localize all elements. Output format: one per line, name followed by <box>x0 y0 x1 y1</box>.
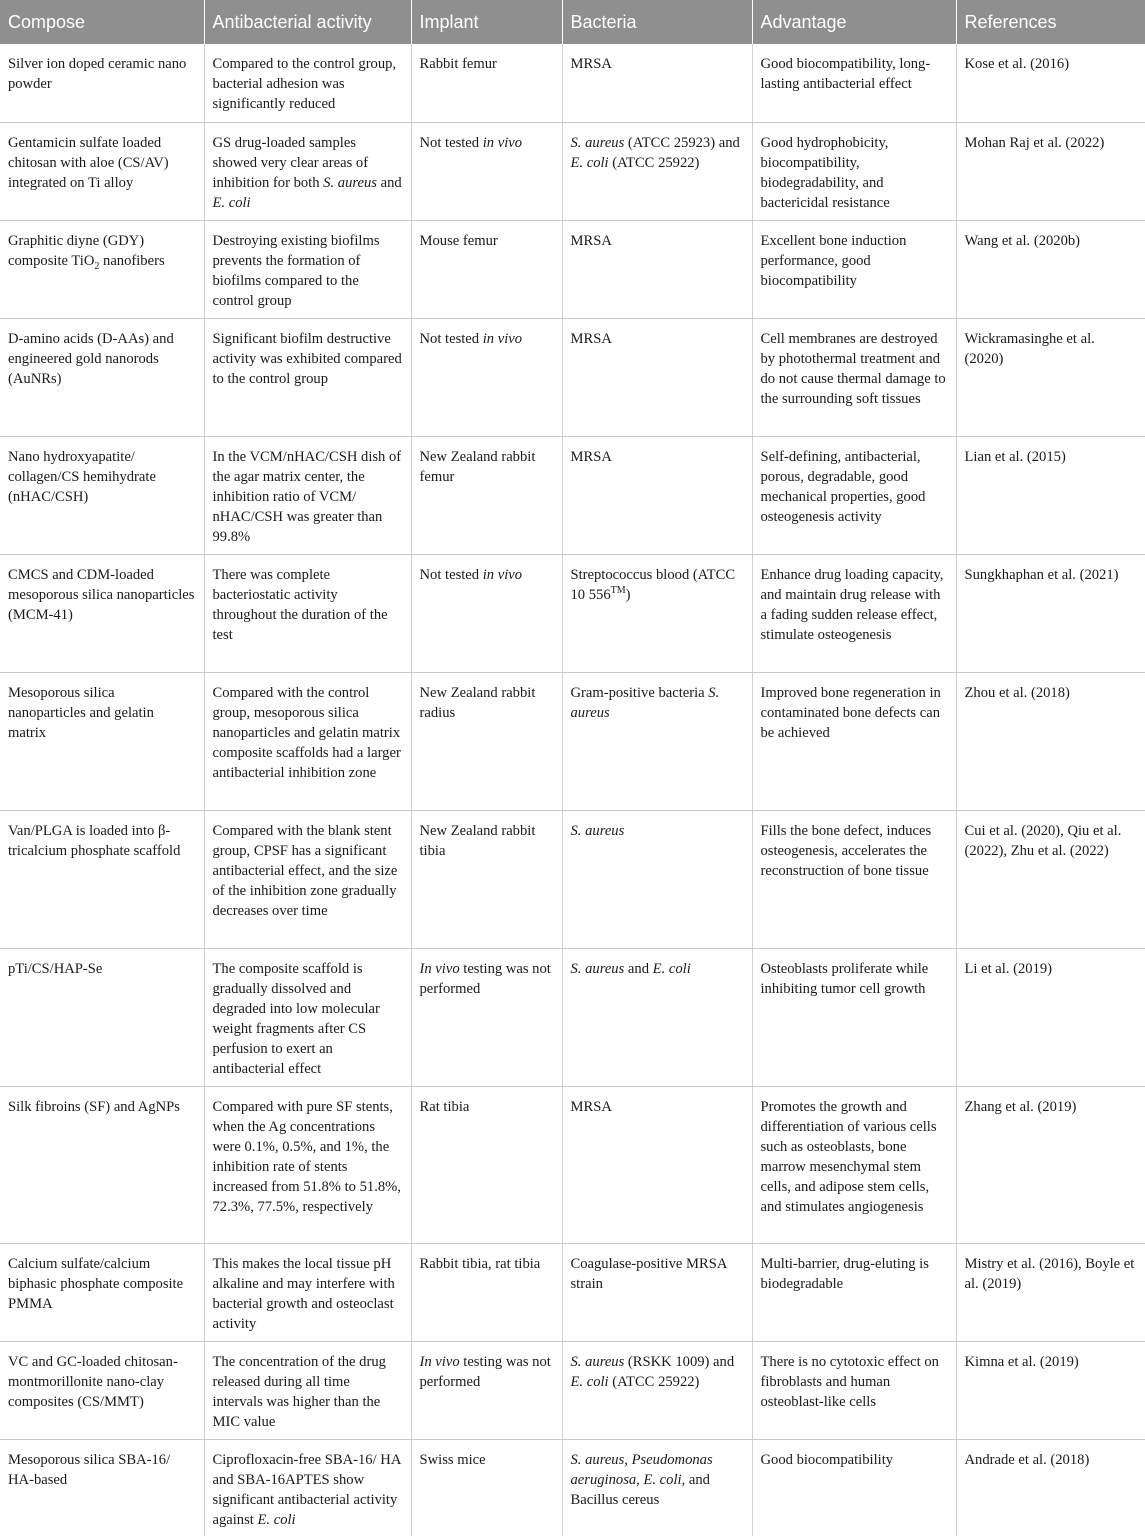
cell-text: Osteoblasts proliferate while inhibiting tumor cell growth <box>760 960 932 997</box>
cell-activity <box>204 948 411 1086</box>
cell-text: in vivo <box>482 566 523 583</box>
cell-text: Destroying existing biofilms prevents the formation of biofilms compared to the control group <box>212 232 384 309</box>
cell-text: Gram-positive bacteria <box>570 684 709 701</box>
cell-implant <box>411 1439 562 1536</box>
cell-advantage <box>752 220 956 318</box>
cell-text: Calcium sulfate/calcium biphasic phosphate composite PMMA <box>8 1255 187 1312</box>
cell-text: Van/PLGA is loaded into β-tricalcium phosphate scaffold <box>8 822 181 859</box>
cell-implant <box>411 220 562 318</box>
table-row <box>0 948 1145 1086</box>
table-row <box>0 318 1145 436</box>
cell-implant <box>411 1086 562 1243</box>
cell-text: Self-defining, antibacterial, porous, degradable, good mechanical properties, good osteogenesis activity <box>760 448 930 525</box>
cell-text: ) <box>625 586 631 603</box>
cell-activity <box>204 436 411 554</box>
cell-text: in vivo <box>482 330 523 347</box>
header-compose: Compose <box>0 0 204 44</box>
cell-implant <box>411 1341 562 1439</box>
table-row <box>0 436 1145 554</box>
cell-advantage <box>752 436 956 554</box>
cell-text: Streptococcus blood (ATCC 10 556 <box>570 566 739 603</box>
cell-advantage <box>752 672 956 810</box>
cell-compose <box>0 1341 204 1439</box>
cell-text: Wickramasinghe et al. (2020) <box>964 330 1099 367</box>
table-row <box>0 672 1145 810</box>
cell-text: New Zealand rabbit tibia <box>419 822 540 859</box>
cell-activity <box>204 810 411 948</box>
cell-implant <box>411 436 562 554</box>
cell-activity <box>204 1341 411 1439</box>
cell-text: Enhance drug loading capacity, and maintain drug release with a fading sudden release effect, stimulate osteogenesis <box>760 566 948 643</box>
cell-references <box>956 318 1145 436</box>
cell-text: Wang et al. (2020b) <box>964 232 1081 249</box>
cell-text: Ciprofloxacin-free SBA-16/ HA and SBA-16APTES show significant antibacterial activity against <box>212 1451 405 1528</box>
cell-text: testing was not performed <box>419 960 555 997</box>
cell-text: MRSA <box>570 448 612 465</box>
cell-advantage <box>752 810 956 948</box>
cell-text: New Zealand rabbit radius <box>419 684 540 721</box>
cell-text: E. coli <box>570 1373 609 1390</box>
cell-advantage <box>752 122 956 220</box>
cell-references <box>956 554 1145 672</box>
table-body <box>0 44 1145 1536</box>
cell-text: MRSA <box>570 56 612 72</box>
table-header <box>0 0 1145 44</box>
cell-advantage <box>752 948 956 1086</box>
cell-compose <box>0 948 204 1086</box>
cell-bacteria <box>562 1243 752 1341</box>
cell-references <box>956 810 1145 948</box>
cell-references <box>956 672 1145 810</box>
cell-text: In vivo <box>419 960 460 977</box>
cell-text: S. aureus <box>570 822 625 839</box>
cell-bacteria <box>562 810 752 948</box>
cell-text: Not tested <box>419 134 483 151</box>
cell-references <box>956 1439 1145 1536</box>
cell-text: Mistry et al. (2016), Boyle et al. (2019) <box>964 1255 1138 1292</box>
cell-text: and <box>376 174 406 191</box>
table-row <box>0 1086 1145 1243</box>
cell-bacteria <box>562 672 752 810</box>
cell-implant <box>411 318 562 436</box>
cell-compose <box>0 672 204 810</box>
table-row <box>0 122 1145 220</box>
cell-references <box>956 122 1145 220</box>
cell-text: MRSA <box>570 330 612 347</box>
cell-text: 2 <box>94 260 100 272</box>
cell-references <box>956 44 1145 122</box>
cell-text: D-amino acids (D-AAs) and engineered gold nanorods (AuNRs) <box>8 330 178 387</box>
cell-text: CMCS and CDM-loaded mesoporous silica nanoparticles (MCM-41) <box>8 566 199 623</box>
cell-text: Improved bone regeneration in contaminated bone defects can be achieved <box>760 684 945 741</box>
cell-text: The concentration of the drug released during all time intervals was higher than the MIC value <box>212 1353 390 1430</box>
cell-text: Zhou et al. (2018) <box>964 684 1070 701</box>
cell-text: Silk fibroins (SF) and AgNPs <box>8 1098 180 1115</box>
cell-references <box>956 436 1145 554</box>
cell-implant <box>411 672 562 810</box>
cell-activity <box>204 1086 411 1243</box>
cell-text: and <box>624 960 653 977</box>
cell-bacteria <box>562 1439 752 1536</box>
cell-bacteria <box>562 554 752 672</box>
cell-text: Significant biofilm destructive activity was exhibited compared to the control group <box>212 330 406 387</box>
cell-text: In vivo <box>419 1353 460 1370</box>
table-row <box>0 220 1145 318</box>
cell-text: Lian et al. (2015) <box>964 448 1066 465</box>
cell-text: Multi-barrier, drug-eluting is biodegradable <box>760 1255 933 1292</box>
table-row <box>0 810 1145 948</box>
cell-compose <box>0 318 204 436</box>
cell-text: Zhang et al. (2019) <box>964 1098 1077 1115</box>
cell-activity <box>204 672 411 810</box>
cell-text: VC and GC-loaded chitosan-montmorillonite nano-clay composites (CS/MMT) <box>8 1353 178 1410</box>
cell-compose <box>0 220 204 318</box>
cell-text: New Zealand rabbit femur <box>419 448 540 485</box>
cell-text: in vivo <box>482 134 523 151</box>
cell-implant <box>411 810 562 948</box>
cell-implant <box>411 122 562 220</box>
cell-bacteria <box>562 1086 752 1243</box>
cell-text: GS drug-loaded samples showed very clear areas of inhibition for both <box>212 134 372 191</box>
cell-text: Coagulase-positive MRSA strain <box>570 1255 731 1292</box>
header-bacteria: Bacteria <box>562 0 752 44</box>
cell-text: There is no cytotoxic effect on fibroblasts and human osteoblast-like cells <box>760 1353 943 1410</box>
cell-compose <box>0 1439 204 1536</box>
cell-text: testing was not performed <box>419 1353 555 1390</box>
cell-text: Graphitic diyne (GDY) composite TiO <box>8 232 148 269</box>
cell-text: and Bacillus cereus <box>570 1471 714 1508</box>
cell-text: Kose et al. (2016) <box>964 56 1070 72</box>
cell-text: Good hydrophobicity, biocompatibility, biodegradability, and bactericidal resistance <box>760 134 893 211</box>
cell-text: Andrade et al. (2018) <box>964 1451 1090 1468</box>
cell-text: Rat tibia <box>419 1098 470 1115</box>
cell-text: Excellent bone induction performance, good biocompatibility <box>760 232 911 289</box>
table-row <box>0 554 1145 672</box>
cell-bacteria <box>562 948 752 1086</box>
cell-text: Gentamicin sulfate loaded chitosan with aloe (CS/AV) integrated on Ti alloy <box>8 134 173 191</box>
table-row <box>0 1243 1145 1341</box>
cell-references <box>956 1243 1145 1341</box>
header-antibacterial-activity: Antibacterial activity <box>204 0 411 44</box>
cell-text: (RSKK 1009) and <box>624 1353 738 1370</box>
cell-implant <box>411 948 562 1086</box>
cell-advantage <box>752 1243 956 1341</box>
cell-compose <box>0 436 204 554</box>
cell-text: E. coli <box>570 154 609 171</box>
cell-text: pTi/CS/HAP-Se <box>8 960 103 977</box>
cell-advantage <box>752 1341 956 1439</box>
cell-compose <box>0 810 204 948</box>
cell-text: Kimna et al. (2019) <box>964 1353 1079 1370</box>
cell-text: S. aureus <box>570 684 720 721</box>
cell-text: Good biocompatibility <box>760 1451 894 1468</box>
cell-activity <box>204 1439 411 1536</box>
cell-text: S. aureus <box>323 174 377 191</box>
cell-references <box>956 1086 1145 1243</box>
cell-text: Mouse femur <box>419 232 498 249</box>
cell-text: Compared with the blank stent group, CPSF has a significant antibacterial effect, and the size of the inhibition zone gradually decreases over time <box>212 822 402 919</box>
table-row <box>0 1439 1145 1536</box>
cell-bacteria <box>562 44 752 122</box>
cell-implant <box>411 1243 562 1341</box>
cell-text: S. aureus <box>570 960 625 977</box>
cell-text: nanofibers <box>99 252 165 269</box>
cell-text: Rabbit femur <box>419 56 497 72</box>
header-references: References <box>956 0 1145 44</box>
cell-text: Cui et al. (2020), Qiu et al. (2022), Zhu et al. (2022) <box>964 822 1126 859</box>
cell-text: Good biocompatibility, long-lasting antibacterial effect <box>760 56 931 92</box>
cell-advantage <box>752 1439 956 1536</box>
cell-text: (ATCC 25923) and <box>624 134 744 151</box>
cell-references <box>956 1341 1145 1439</box>
cell-text: Sungkhaphan et al. (2021) <box>964 566 1119 583</box>
cell-text: Promotes the growth and differentiation of various cells such as osteoblasts, bone marrow mesenchymal stem cells, and adipose stem cells, and stimulates angiogenesis <box>760 1098 941 1215</box>
cell-text: E. coli <box>212 194 251 211</box>
cell-compose <box>0 1243 204 1341</box>
cell-text: Compared to the control group, bacterial adhesion was significantly reduced <box>212 56 400 112</box>
table-row <box>0 44 1145 122</box>
cell-activity <box>204 554 411 672</box>
table-row <box>0 1341 1145 1439</box>
cell-bacteria <box>562 318 752 436</box>
cell-text: Not tested <box>419 330 483 347</box>
header-advantage: Advantage <box>752 0 956 44</box>
cell-advantage <box>752 44 956 122</box>
cell-text: S. aureus <box>570 1353 625 1370</box>
cell-bacteria <box>562 220 752 318</box>
cell-advantage <box>752 554 956 672</box>
cell-advantage <box>752 318 956 436</box>
cell-compose <box>0 554 204 672</box>
cell-text: Mesoporous silica nanoparticles and gelatin matrix <box>8 684 158 741</box>
cell-bacteria <box>562 436 752 554</box>
cell-text: E. coli <box>652 960 691 977</box>
cell-text: TM <box>610 584 626 596</box>
cell-text: Mohan Raj et al. (2022) <box>964 134 1105 151</box>
cell-bacteria <box>562 1341 752 1439</box>
cell-text: In the VCM/nHAC/CSH dish of the agar matrix center, the inhibition ratio of VCM/ nHAC/CSH was greater than 99.8% <box>212 448 405 545</box>
cell-text: Li et al. (2019) <box>964 960 1053 977</box>
cell-compose <box>0 122 204 220</box>
cell-text: Rabbit tibia, rat tibia <box>419 1255 541 1272</box>
cell-text: Compared with pure SF stents, when the Ag concentrations were 0.1%, 0.5%, and 1%, the inhibition rate of stents increased from 51.8% to 51.8%, 72.3%, 77.5%, respectively <box>212 1098 405 1215</box>
cell-text: Compared with the control group, mesoporous silica nanoparticles and gelatin matrix composite scaffolds had a larger antibacterial inhibition zone <box>212 684 405 781</box>
cell-activity <box>204 122 411 220</box>
cell-activity <box>204 44 411 122</box>
cell-activity <box>204 220 411 318</box>
cell-compose <box>0 1086 204 1243</box>
cell-text: Mesoporous silica SBA-16/ HA-based <box>8 1451 174 1488</box>
cell-text: MRSA <box>570 232 612 249</box>
cell-text: This makes the local tissue pH alkaline and may interfere with bacterial growth and osteoclast activity <box>212 1255 399 1332</box>
cell-text: S. aureus, Pseudomonas aeruginosa, E. coli, <box>570 1451 713 1488</box>
header-row <box>0 0 1145 44</box>
cell-text: (ATCC 25922) <box>608 154 700 171</box>
cell-text: Not tested <box>419 566 483 583</box>
cell-bacteria <box>562 122 752 220</box>
cell-text: The composite scaffold is gradually dissolved and degraded into low molecular weight fragments after CS perfusion to exert an antibacterial effect <box>212 960 384 1077</box>
cell-text: MRSA <box>570 1098 612 1115</box>
cell-text: S. aureus <box>570 134 625 151</box>
cell-text: E. coli <box>257 1511 296 1528</box>
cell-implant <box>411 554 562 672</box>
cell-advantage <box>752 1086 956 1243</box>
cell-references <box>956 948 1145 1086</box>
header-implant: Implant <box>411 0 562 44</box>
cell-activity <box>204 1243 411 1341</box>
cell-text: Swiss mice <box>419 1451 486 1468</box>
cell-activity <box>204 318 411 436</box>
cell-compose <box>0 44 204 122</box>
cell-references <box>956 220 1145 318</box>
cell-text: There was complete bacteriostatic activity throughout the duration of the test <box>212 566 392 643</box>
cell-text: Nano hydroxyapatite/ collagen/CS hemihydrate (nHAC/CSH) <box>8 448 160 505</box>
cell-text: Cell membranes are destroyed by photothermal treatment and do not cause thermal damage to the surrounding soft tissues <box>760 330 950 407</box>
cell-text: Fills the bone defect, induces osteogenesis, accelerates the reconstruction of bone tissue <box>760 822 935 879</box>
cell-implant <box>411 44 562 122</box>
cell-text: Silver ion doped ceramic nano powder <box>8 56 190 92</box>
cell-text: (ATCC 25922) <box>608 1373 700 1390</box>
